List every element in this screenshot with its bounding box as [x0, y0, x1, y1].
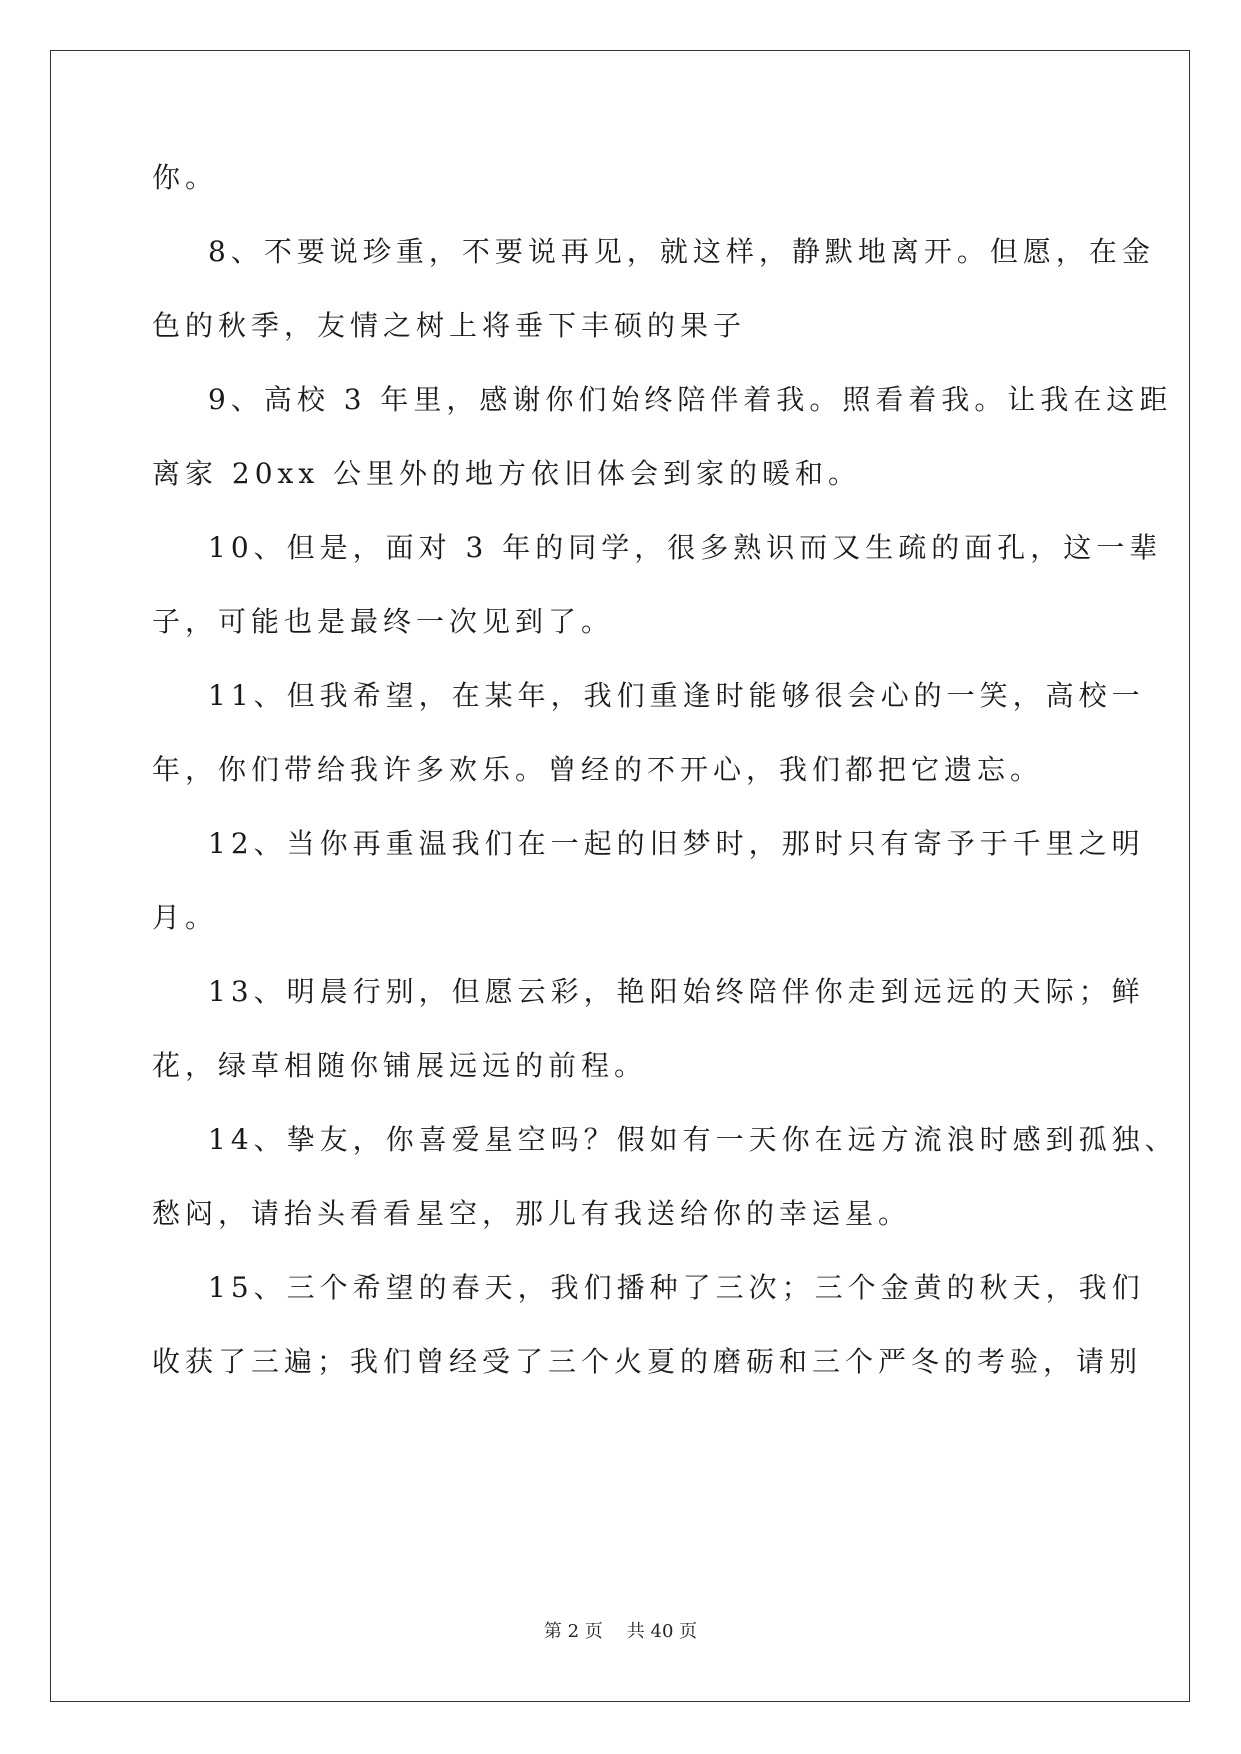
- page-total: 共 40 页: [626, 1621, 698, 1642]
- text-line: 离家 20xx 公里外的地方依旧体会到家的暖和。: [152, 457, 862, 490]
- page-number: 第 2 页: [543, 1621, 603, 1642]
- text-line: 花，绿草相随你铺展远远的前程。: [152, 1049, 648, 1082]
- text-line: 9、高校 3 年里，感谢你们始终陪伴着我。照看着我。让我在这距: [208, 383, 1173, 416]
- text-line: 年，你们带给我许多欢乐。曾经的不开心，我们都把它遗忘。: [152, 753, 1044, 786]
- text-line: 愁闷，请抬头看看星空，那儿有我送给你的幸运星。: [152, 1197, 912, 1230]
- text-line: 12、当你再重温我们在一起的旧梦时，那时只有寄予于千里之明: [208, 827, 1145, 860]
- text-line: 14、挚友，你喜爱星空吗？假如有一天你在远方流浪时感到孤独、: [208, 1123, 1178, 1156]
- page-border: [50, 50, 1190, 1702]
- text-line: 10、但是，面对 3 年的同学，很多熟识而又生疏的面孔，这一辈: [208, 531, 1163, 564]
- text-line: 11、但我希望，在某年，我们重逢时能够很会心的一笑，高校一: [208, 679, 1145, 712]
- text-line: 色的秋季，友情之树上将垂下丰硕的果子: [152, 309, 747, 342]
- text-line: 子，可能也是最终一次见到了。: [152, 605, 615, 638]
- text-line: 你。: [152, 161, 219, 194]
- text-line: 13、明晨行别，但愿云彩，艳阳始终陪伴你走到远远的天际；鲜: [208, 975, 1145, 1008]
- text-line: 15、三个希望的春天，我们播种了三次；三个金黄的秋天，我们: [208, 1271, 1145, 1304]
- page-footer: [0, 1620, 1241, 1644]
- text-line: 月。: [152, 901, 219, 934]
- text-line: 8、不要说珍重，不要说再见，就这样，静默地离开。但愿，在金: [208, 235, 1155, 268]
- text-line: 收获了三遍；我们曾经受了三个火夏的磨砺和三个严冬的考验，请别: [152, 1345, 1143, 1378]
